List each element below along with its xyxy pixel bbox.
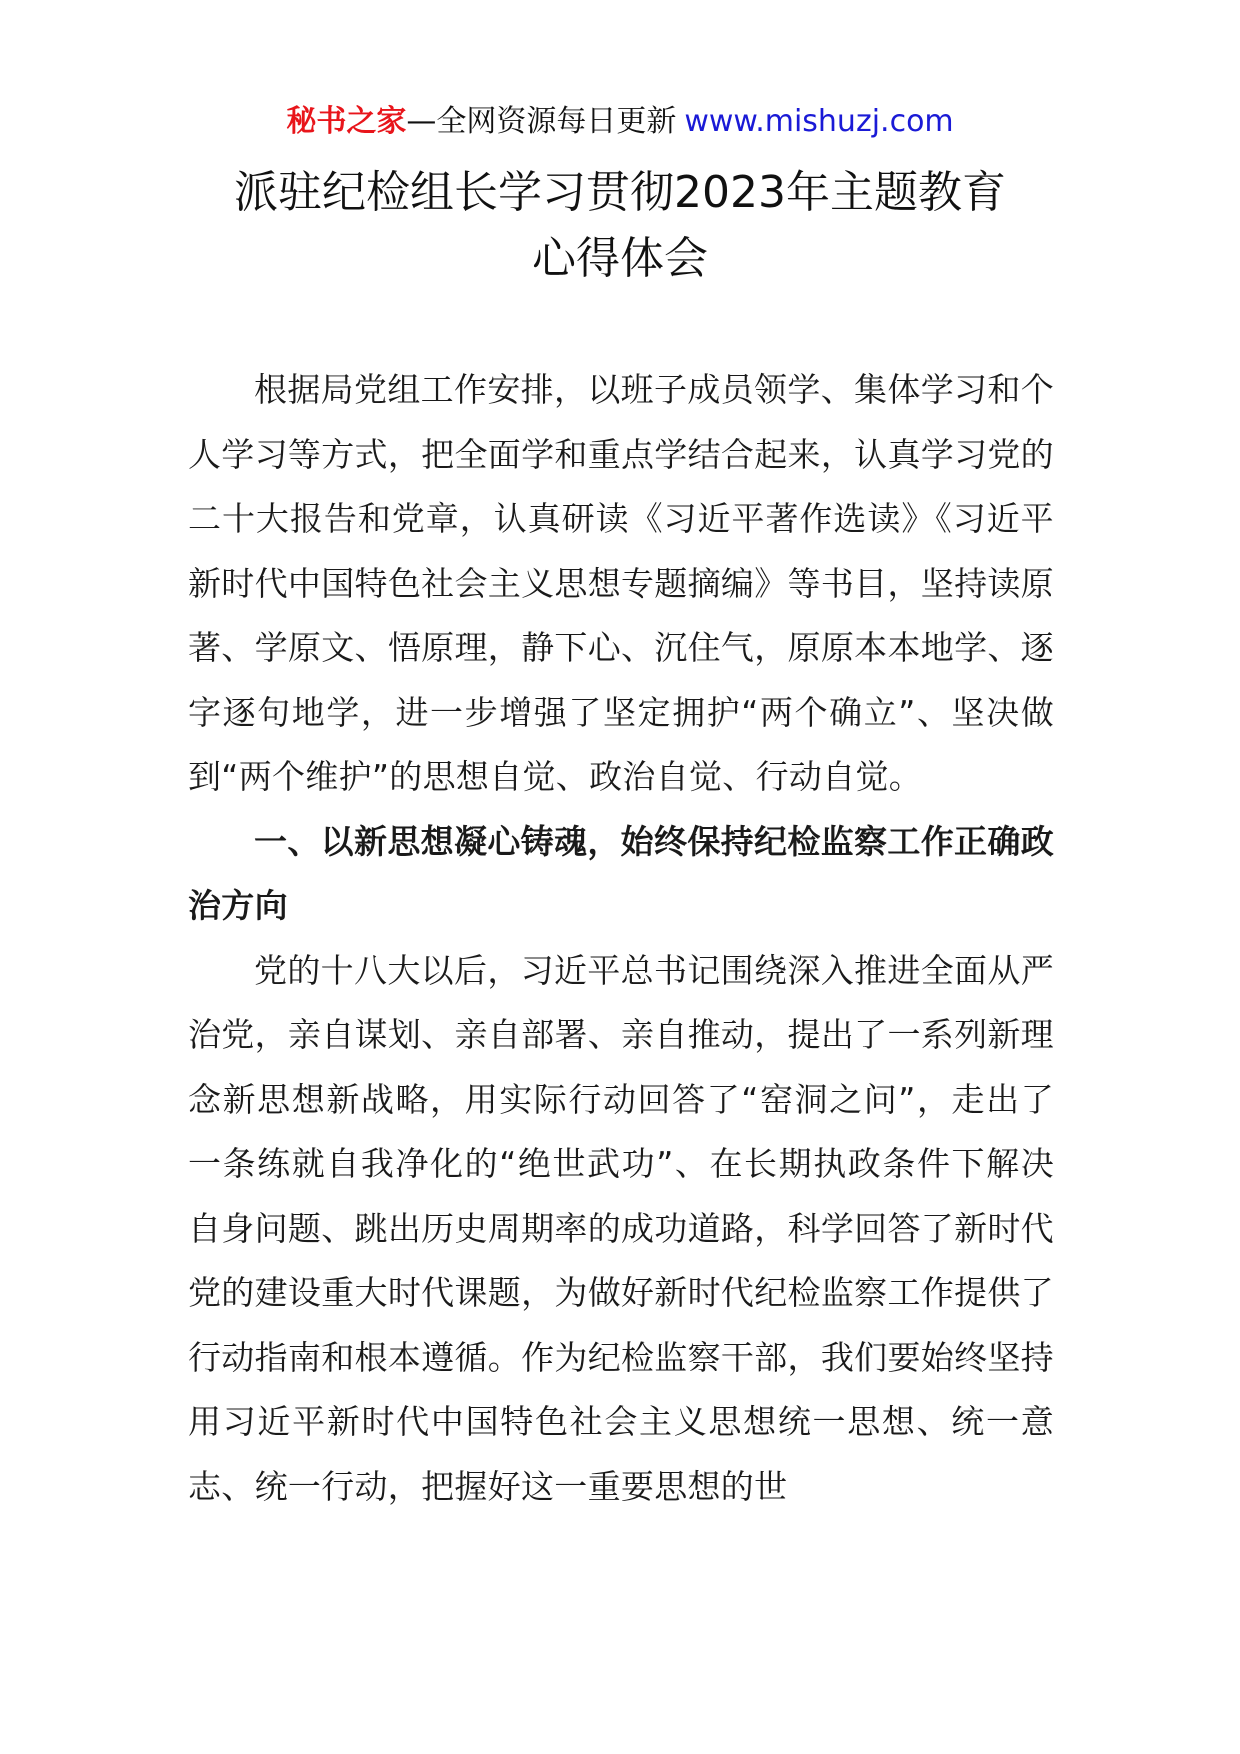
title-line-1: 派驻纪检组长学习贯彻2023年主题教育 — [234, 167, 1006, 218]
site-url-link[interactable]: www.mishuzj.com — [684, 104, 954, 139]
document-body — [188, 358, 1054, 1519]
document-title — [100, 160, 1140, 292]
section-heading-1: 一、以新思想凝心铸魂，始终保持纪检监察工作正确政治方向 — [188, 821, 1054, 925]
site-header — [0, 100, 1240, 144]
intro-paragraph: 根据局党组工作安排，以班子成员领学、集体学习和个人学习等方式，把全面学和重点学结合起来，认真学习党的二十大报告和党章，认真研读《习近平著作选读》《习近平新时代中国特色社会主义思想专题摘编》等书目，坚持读原著、学原文、悟原理，静下心、沉住气，原原本本地学、逐字逐句地学，进一步增强了坚定拥护“两个确立”、坚决做到“两个维护”的思想自觉、政治自觉、行动自觉。 — [188, 370, 1054, 796]
site-name: 秘书之家 — [286, 104, 407, 139]
title-line-2: 心得体会 — [532, 233, 708, 284]
section-1-paragraph: 党的十八大以后，习近平总书记围绕深入推进全面从严治党，亲自谋划、亲自部署、亲自推动，提出了一系列新理念新思想新战略，用实际行动回答了“窑洞之问”，走出了一条练就自我净化的“绝世武功”、在长期执政条件下解决自身问题、跳出历史周期率的成功道路，科学回答了新时代党的建设重大时代课题，为做好新时代纪检监察工作提供了行动指南和根本遵循。作为纪检监察干部，我们要始终坚持用习近平新时代中国特色社会主义思想统一思想、统一意志、统一行动，把握好这一重要思想的世 — [188, 950, 1054, 1506]
site-slogan: —全网资源每日更新 — [406, 104, 677, 139]
